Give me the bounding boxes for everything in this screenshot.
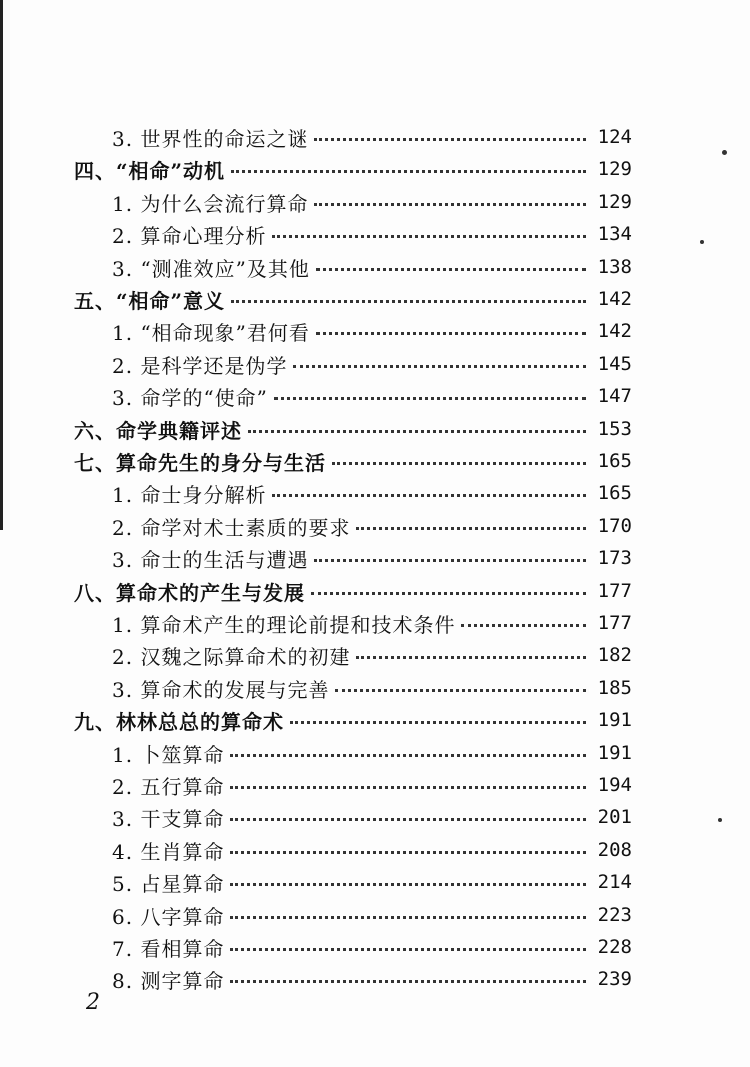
toc-section-entry bbox=[112, 186, 632, 218]
toc-dot-leader bbox=[230, 883, 586, 886]
toc-entry-page: 134 bbox=[597, 223, 632, 245]
toc-section-entry bbox=[112, 769, 632, 801]
toc-entry-title: 2. 算命心理分析 bbox=[112, 223, 267, 248]
toc-entry-title: 2. 五行算命 bbox=[112, 774, 225, 799]
toc-dot-leader bbox=[461, 624, 586, 627]
toc-chapter-entry bbox=[74, 153, 632, 185]
toc-entry-title: 5. 占星算命 bbox=[112, 871, 225, 896]
page-number: 2 bbox=[86, 990, 100, 1015]
toc-dot-leader bbox=[230, 948, 586, 951]
toc-dot-leader bbox=[230, 754, 586, 757]
toc-entry-page: 124 bbox=[597, 126, 632, 148]
toc-chapter-entry bbox=[74, 704, 632, 736]
toc-entry-title: 3. 干支算命 bbox=[112, 806, 225, 831]
toc-dot-leader bbox=[356, 656, 586, 659]
toc-section-entry bbox=[112, 251, 632, 283]
toc-entry-title: 七、算命先生的身分与生活 bbox=[74, 450, 326, 475]
toc-dot-leader bbox=[316, 268, 586, 271]
toc-dot-leader bbox=[332, 462, 586, 465]
toc-entry-page: 129 bbox=[597, 158, 632, 180]
toc-entry-page: 145 bbox=[597, 353, 632, 375]
toc-entry-page: 182 bbox=[597, 644, 632, 666]
toc-dot-leader bbox=[230, 786, 586, 789]
toc-dot-leader bbox=[293, 365, 586, 368]
toc-entry-title: 2. 命学对术士素质的要求 bbox=[112, 515, 351, 540]
toc-section-entry bbox=[112, 477, 632, 509]
toc-entry-title: 五、“相命”意义 bbox=[74, 288, 226, 313]
toc-entry-page: 228 bbox=[597, 936, 632, 958]
toc-chapter-entry bbox=[74, 575, 632, 607]
toc-entry-title: 1. 为什么会流行算命 bbox=[112, 191, 309, 216]
toc-dot-leader bbox=[314, 138, 586, 141]
toc-dot-leader bbox=[272, 235, 586, 238]
toc-entry-page: 153 bbox=[597, 418, 632, 440]
toc-dot-leader bbox=[248, 430, 586, 433]
toc-section-entry bbox=[112, 834, 632, 866]
toc-entry-page: 185 bbox=[597, 677, 632, 699]
toc-entry-title: 8. 测字算命 bbox=[112, 968, 225, 993]
toc-dot-leader bbox=[314, 203, 586, 206]
toc-entry-title: 3. 世界性的命运之谜 bbox=[112, 126, 309, 151]
toc-entry-page: 201 bbox=[597, 806, 632, 828]
toc-entry-title: 八、算命术的产生与发展 bbox=[74, 580, 305, 605]
toc-entry-page: 208 bbox=[597, 839, 632, 861]
toc-entry-page: 138 bbox=[597, 256, 632, 278]
toc-section-entry bbox=[112, 866, 632, 898]
toc-entry-title: 九、林林总总的算命术 bbox=[74, 709, 284, 734]
toc-entry-page: 223 bbox=[597, 904, 632, 926]
toc-entry-title: 1. “相命现象”君何看 bbox=[112, 320, 310, 345]
toc-chapter-entry bbox=[74, 413, 632, 445]
toc-entry-title: 7. 看相算命 bbox=[112, 936, 225, 961]
toc-entry-page: 177 bbox=[597, 580, 632, 602]
toc-section-entry bbox=[112, 218, 632, 250]
toc-dot-leader bbox=[314, 559, 586, 562]
toc-section-entry bbox=[112, 963, 632, 995]
toc-entry-page: 191 bbox=[597, 709, 632, 731]
toc-section-entry bbox=[112, 348, 632, 380]
toc-entry-page: 165 bbox=[597, 450, 632, 472]
toc-entry-title: 1. 算命术产生的理论前提和技术条件 bbox=[112, 612, 456, 637]
toc-section-entry bbox=[112, 672, 632, 704]
toc-section-entry bbox=[112, 510, 632, 542]
toc-entry-title: 1. 卜筮算命 bbox=[112, 742, 225, 767]
toc-section-entry bbox=[112, 931, 632, 963]
toc-chapter-entry bbox=[74, 445, 632, 477]
toc-section-entry bbox=[112, 639, 632, 671]
toc-dot-leader bbox=[230, 851, 586, 854]
toc-entry-page: 239 bbox=[597, 968, 632, 990]
toc-dot-leader bbox=[272, 494, 586, 497]
toc-section-entry bbox=[112, 801, 632, 833]
toc-entry-page: 214 bbox=[597, 871, 632, 893]
toc-entry-title: 四、“相命”动机 bbox=[74, 158, 226, 183]
toc-entry-page: 142 bbox=[597, 288, 632, 310]
toc-entry-title: 4. 生肖算命 bbox=[112, 839, 225, 864]
toc-entry-title: 3. 命学的“使命” bbox=[112, 385, 268, 410]
scan-speck bbox=[700, 240, 704, 244]
toc-entry-page: 194 bbox=[597, 774, 632, 796]
toc-entry-page: 191 bbox=[597, 742, 632, 764]
toc-entry-title: 六、命学典籍评述 bbox=[74, 418, 242, 443]
toc-dot-leader bbox=[274, 397, 586, 400]
toc-chapter-entry bbox=[74, 283, 632, 315]
toc-section-entry bbox=[112, 380, 632, 412]
toc-entry-title: 3. 算命术的发展与完善 bbox=[112, 677, 330, 702]
toc-entry-page: 142 bbox=[597, 320, 632, 342]
toc-section-entry bbox=[112, 542, 632, 574]
toc-dot-leader bbox=[230, 916, 586, 919]
toc-dot-leader bbox=[316, 332, 586, 335]
toc-dot-leader bbox=[231, 300, 586, 303]
toc-entry-title: 2. 汉魏之际算命术的初建 bbox=[112, 644, 351, 669]
toc-section-entry bbox=[112, 607, 632, 639]
toc-dot-leader bbox=[230, 980, 586, 983]
toc-section-entry bbox=[112, 315, 632, 347]
toc-entry-page: 173 bbox=[597, 547, 632, 569]
toc-entry-title: 3. “测准效应”及其他 bbox=[112, 256, 310, 281]
toc-entry-title: 6. 八字算命 bbox=[112, 904, 225, 929]
toc-entry-page: 170 bbox=[597, 515, 632, 537]
toc-dot-leader bbox=[290, 721, 586, 724]
toc-section-entry bbox=[112, 121, 632, 153]
scan-speck bbox=[722, 150, 727, 155]
toc-entry-title: 3. 命士的生活与遭遇 bbox=[112, 547, 309, 572]
toc-entry-title: 1. 命士身分解析 bbox=[112, 482, 267, 507]
toc-entry-page: 147 bbox=[597, 385, 632, 407]
scan-speck bbox=[718, 818, 722, 822]
toc-dot-leader bbox=[335, 689, 586, 692]
toc-section-entry bbox=[112, 899, 632, 931]
toc-dot-leader bbox=[356, 527, 586, 530]
toc-entry-page: 129 bbox=[597, 191, 632, 213]
toc-entry-page: 165 bbox=[597, 482, 632, 504]
toc-entry-title: 2. 是科学还是伪学 bbox=[112, 353, 288, 378]
toc-dot-leader bbox=[230, 818, 586, 821]
toc-entry-page: 177 bbox=[597, 612, 632, 634]
toc-section-entry bbox=[112, 737, 632, 769]
toc-dot-leader bbox=[231, 170, 586, 173]
toc-dot-leader bbox=[311, 592, 586, 595]
